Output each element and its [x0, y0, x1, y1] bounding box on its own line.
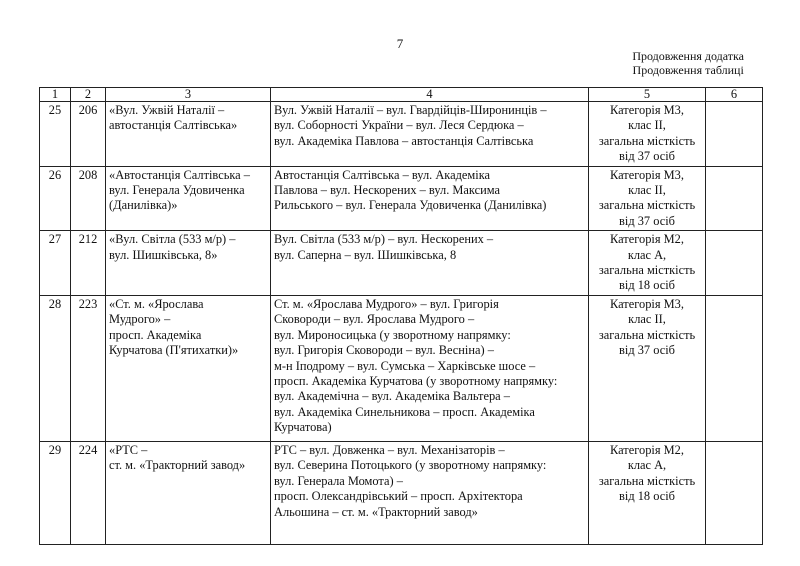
cell-line: «Автостанція Салтівська –	[109, 167, 250, 182]
cell-line: Рильського – вул. Генерала Удовиченка (Данилівка)	[274, 198, 547, 213]
cell-line: клас А,	[627, 458, 667, 473]
cell-line: Курчатова)	[274, 420, 332, 435]
column-header: 5	[589, 88, 706, 102]
note-cell	[706, 295, 763, 441]
cell-line: Сковороди – вул. Ярослава Мудрого –	[274, 312, 475, 327]
vehicle-category-cell	[589, 166, 706, 231]
cell-line: вул. Академіка Синельникова – просп. Академіка	[274, 404, 535, 419]
row-number-cell: 29	[40, 441, 71, 544]
cell-line: від 18 осіб	[619, 278, 675, 293]
column-header: 2	[71, 88, 106, 102]
route-path-cell	[271, 102, 589, 167]
route-number-cell: 223	[71, 295, 106, 441]
table-row	[40, 295, 763, 441]
route-name-cell	[106, 441, 271, 544]
headnote-line: Продовження додатка	[632, 49, 744, 63]
cell-line: Вул. Ужвій Наталії – вул. Гвардійців-Широнинців –	[274, 103, 547, 117]
cell-line: Павлова – вул. Нескорених – вул. Максима	[274, 183, 500, 198]
cell-line: загальна місткість	[598, 327, 696, 342]
route-path-cell	[271, 295, 589, 441]
cell-line: «Вул. Ужвій Наталії –	[109, 103, 225, 117]
cell-line: ст. м. «Тракторний завод»	[109, 458, 246, 473]
cell-line: вул. Генерала Момота) –	[274, 473, 403, 488]
cell-line: автостанція Салтівська»	[109, 118, 238, 133]
column-header: 3	[106, 88, 271, 102]
table-row	[40, 441, 763, 544]
cell-line: «Вул. Світла (533 м/р) –	[109, 232, 236, 247]
cell-line: вул. Григорія Сковороди – вул. Весніна) –	[274, 343, 494, 358]
note-cell	[706, 441, 763, 544]
cell-line: клас ІІ,	[628, 312, 666, 327]
note-cell	[706, 231, 763, 296]
cell-line: вул. Саперна – вул. Шишківська, 8	[274, 247, 457, 262]
note-cell	[706, 102, 763, 167]
cell-line: Категорія М2,	[610, 442, 684, 457]
cell-line: Курчатова (П'ятихатки)»	[109, 343, 239, 358]
cell-line: від 37 осіб	[619, 343, 675, 358]
route-name-cell	[106, 166, 271, 231]
cell-line: від 37 осіб	[619, 149, 675, 164]
vehicle-category-cell	[589, 102, 706, 167]
cell-line: «РТС –	[109, 442, 148, 457]
cell-line: Вул. Світла (533 м/р) – вул. Нескорених –	[274, 232, 494, 247]
route-number-cell: 208	[71, 166, 106, 231]
cell-line: Автостанція Салтівська – вул. Академіка	[274, 167, 491, 182]
vehicle-category-cell	[589, 441, 706, 544]
cell-line: загальна місткість	[598, 198, 696, 213]
headnote	[632, 49, 744, 77]
cell-line: Мудрого» –	[109, 312, 171, 327]
cell-line: клас ІІ,	[628, 118, 666, 133]
cell-line: вул. Северина Потоцького (у зворотному напрямку:	[274, 458, 547, 473]
route-name-cell	[106, 295, 271, 441]
vehicle-category-cell	[589, 295, 706, 441]
routes-table	[39, 87, 763, 545]
cell-line: Ст. м. «Ярослава Мудрого» – вул. Григорія	[274, 296, 499, 311]
cell-line: просп. Академіка Курчатова (у зворотному напрямку:	[274, 373, 558, 388]
cell-line: м-н Іподрому – вул. Сумська – Харківське шосе –	[274, 358, 536, 373]
vehicle-category-cell	[589, 231, 706, 296]
cell-line: РТС – вул. Довженка – вул. Механізаторів –	[274, 442, 505, 457]
cell-line: Категорія М3,	[610, 167, 684, 182]
table-row	[40, 102, 763, 167]
cell-line: клас А,	[627, 247, 667, 262]
page-number: 7	[396, 36, 404, 51]
cell-line: загальна місткість	[598, 263, 696, 278]
route-number-cell: 206	[71, 102, 106, 167]
route-number-cell: 224	[71, 441, 106, 544]
cell-line: від 18 осіб	[619, 489, 675, 504]
cell-line: просп. Олександрівський – просп. Архітектора	[274, 489, 523, 504]
route-name-cell	[106, 102, 271, 167]
route-name-cell	[106, 231, 271, 296]
row-number-cell: 28	[40, 295, 71, 441]
cell-line: Альошина – ст. м. «Тракторний завод»	[274, 504, 478, 519]
cell-line: Категорія М3,	[610, 296, 684, 311]
cell-line: Категорія М2,	[610, 232, 684, 247]
cell-line: вул. Академіка Павлова – автостанція Салтівська	[274, 133, 534, 148]
table-row	[40, 166, 763, 231]
cell-line: Категорія М3,	[610, 103, 684, 117]
table-header-row	[40, 88, 763, 102]
route-path-cell	[271, 441, 589, 544]
cell-line: вул. Соборності України – вул. Леся Сердюка –	[274, 118, 524, 133]
headnote-line: Продовження таблиці	[632, 63, 744, 77]
route-number-cell: 212	[71, 231, 106, 296]
cell-line: загальна місткість	[598, 133, 696, 148]
row-number-cell: 25	[40, 102, 71, 167]
cell-line: вул. Шишківська, 8»	[109, 247, 218, 262]
row-number-cell: 27	[40, 231, 71, 296]
cell-line: клас ІІ,	[628, 183, 666, 198]
cell-line: (Данилівка)»	[109, 198, 178, 213]
cell-line: загальна місткість	[598, 473, 696, 488]
note-cell	[706, 166, 763, 231]
cell-line: від 37 осіб	[619, 213, 675, 228]
cell-line: вул. Мироносицька (у зворотному напрямку:	[274, 327, 511, 342]
cell-line: просп. Академіка	[109, 327, 202, 342]
route-path-cell	[271, 231, 589, 296]
cell-line: вул. Генерала Удовиченка	[109, 183, 245, 198]
table-row	[40, 231, 763, 296]
column-header: 1	[40, 88, 71, 102]
column-header: 6	[706, 88, 763, 102]
column-header: 4	[271, 88, 589, 102]
cell-line: вул. Академічна – вул. Академіка Вальтера –	[274, 389, 510, 404]
cell-line: «Ст. м. «Ярослава	[109, 296, 204, 311]
route-path-cell	[271, 166, 589, 231]
row-number-cell: 26	[40, 166, 71, 231]
